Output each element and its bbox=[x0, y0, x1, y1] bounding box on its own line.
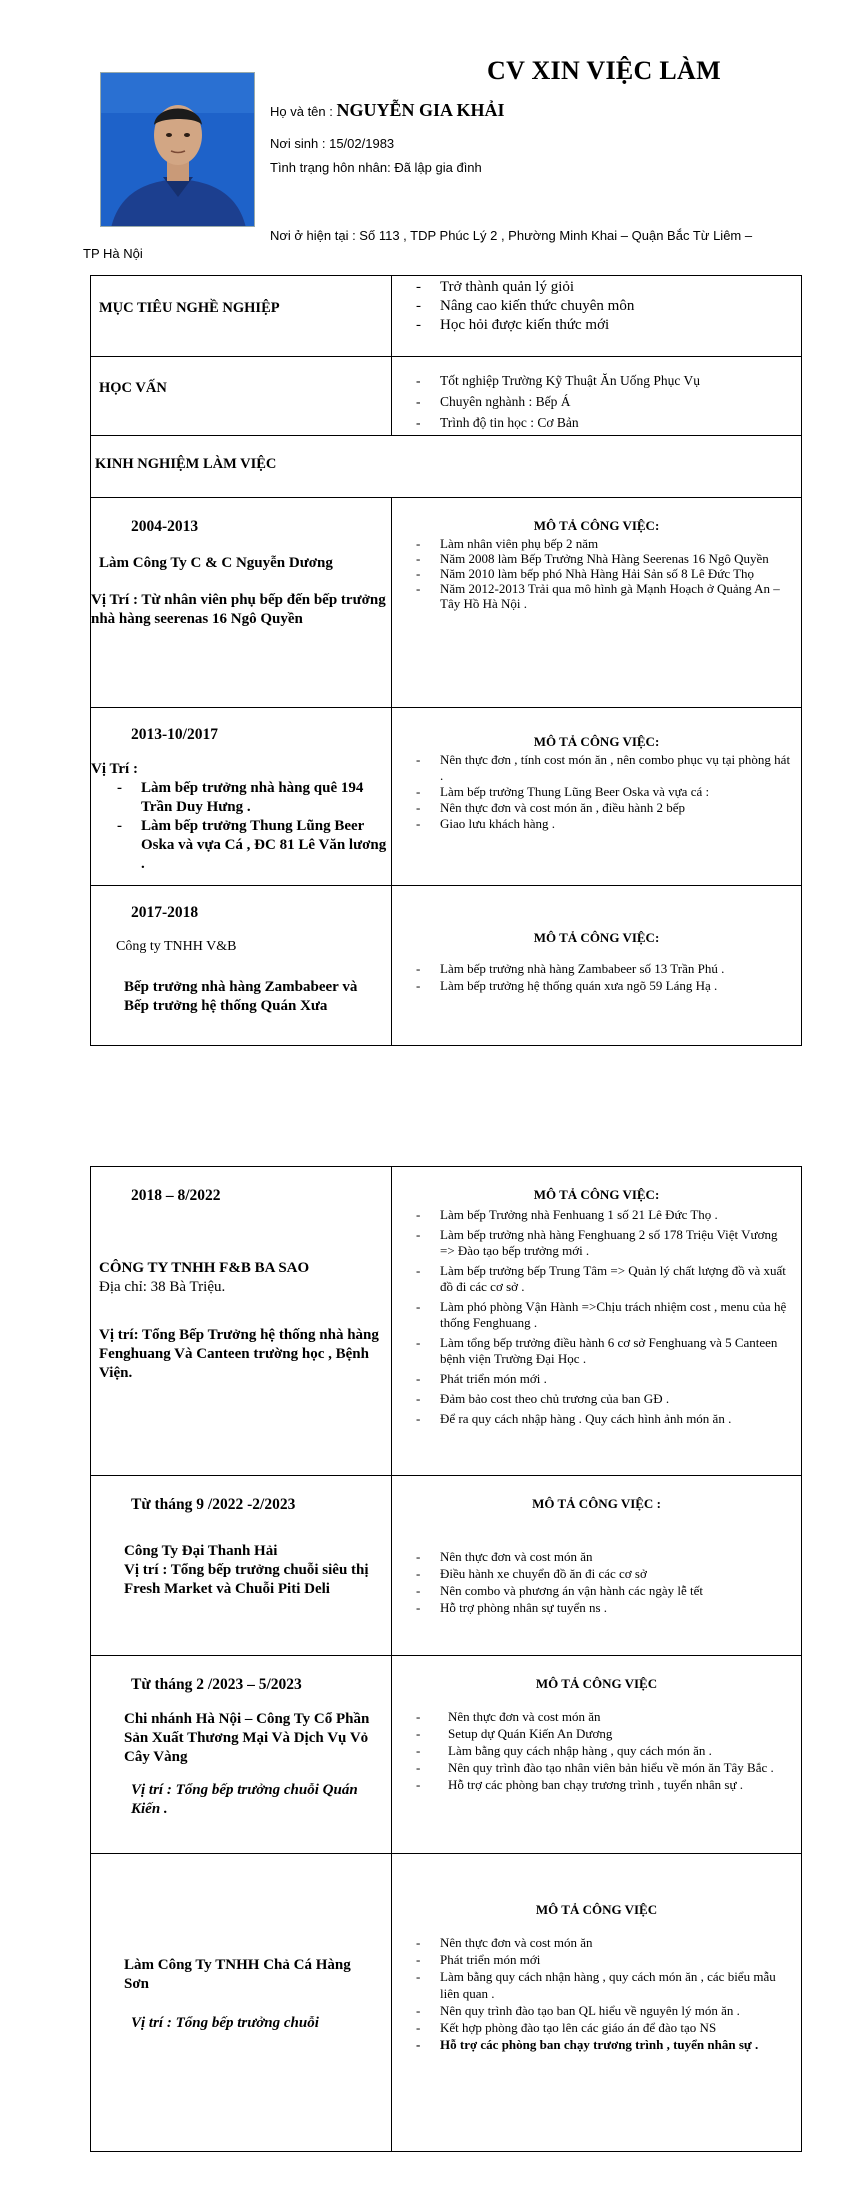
goals-cell bbox=[392, 278, 801, 335]
job-period: Từ tháng 9 /2022 -2/2023 bbox=[131, 1496, 296, 1513]
job-duties bbox=[392, 1708, 801, 1793]
job-left bbox=[91, 904, 389, 1016]
list-item: - Làm bếp trưởng Thung Lũng Beer Oska và vựa cá : bbox=[392, 784, 801, 800]
job-right bbox=[392, 1676, 801, 1793]
list-item: - Làm bếp trưởng nhà hàng quê 194 Trần Duy Hưng . bbox=[91, 779, 389, 817]
job-desc-title: MÔ TẢ CÔNG VIỆC bbox=[535, 1676, 658, 1691]
job-period: 2018 – 8/2022 bbox=[131, 1187, 221, 1204]
job-row bbox=[91, 707, 801, 885]
list-item: - Làm bằng quy cách nhận hàng , quy cách món ăn , các biểu mẫu liên quan . bbox=[392, 1968, 801, 2002]
job-duties bbox=[392, 960, 801, 994]
job-left bbox=[91, 726, 389, 874]
list-item: - Nên thực đơn , tính cost món ăn , nên combo phục vụ tại phòng hát . bbox=[392, 752, 801, 784]
list-item: - Hỗ trợ các phòng ban chạy trương trình , tuyển nhân sự . bbox=[392, 1776, 801, 1793]
profile-photo bbox=[100, 72, 255, 227]
goals-list bbox=[392, 278, 801, 335]
job-period: 2013-10/2017 bbox=[131, 726, 218, 743]
job-position: Vị trí : Tổng bếp trưởng chuỗi siêu thị Fresh Market và Chuỗi Piti Deli bbox=[124, 1562, 369, 1597]
job-duties bbox=[392, 1934, 801, 2053]
job-duties bbox=[392, 536, 801, 611]
job-position: Bếp trưởng nhà hàng Zambabeer và Bếp trưởng hệ thống Quán Xưa bbox=[124, 979, 358, 1014]
job-company: Công Ty Đại Thanh Hải bbox=[124, 1543, 278, 1559]
education-label: HỌC VẤN bbox=[99, 380, 167, 396]
job-position: Vị trí: Tổng Bếp Trưởng hệ thống nhà hàng Fenghuang Và Canteen trường học , Bệnh Viện. bbox=[99, 1327, 379, 1381]
list-item: - Năm 2010 làm bếp phó Nhà Hàng Hải Sản số 8 Lê Đức Thọ bbox=[392, 566, 801, 581]
list-item: - Nâng cao kiến thức chuyên môn bbox=[392, 297, 801, 316]
birth-place: Nơi sinh : 15/02/1983 bbox=[270, 136, 395, 151]
experience-header-row bbox=[91, 435, 801, 497]
job-right bbox=[392, 930, 801, 994]
list-item: - Tốt nghiệp Trường Kỹ Thuật Ăn Uống Phục Vụ bbox=[392, 370, 801, 391]
cv-title: CV XIN VIỆC LÀM bbox=[487, 56, 721, 85]
goals-row bbox=[91, 276, 801, 356]
job-company: Chi nhánh Hà Nội – Công Ty Cổ Phần Sản Xuất Thương Mại Và Dịch Vụ Vỏ Cây Vàng bbox=[124, 1711, 370, 1765]
list-item: - Trở thành quản lý giỏi bbox=[392, 278, 801, 297]
list-item: - Chuyên nghành : Bếp Á bbox=[392, 391, 801, 412]
job-position: Vị trí : Tổng bếp trưởng chuỗi Quán Kiến . bbox=[131, 1782, 358, 1817]
list-item: - Đảm bảo cost theo chủ trương của ban GĐ . bbox=[392, 1391, 801, 1407]
list-item: - Làm bếp trưởng nhà hàng Zambabeer số 13 Trần Phú . bbox=[392, 960, 801, 977]
job-row bbox=[91, 1655, 801, 1853]
job-company: Làm Công Ty C & C Nguyễn Dương bbox=[99, 555, 333, 571]
job-company: CÔNG TY TNHH F&B BA SAO bbox=[99, 1260, 310, 1276]
job-row bbox=[91, 1167, 801, 1475]
job-right bbox=[392, 734, 801, 832]
list-item: - Nên quy trình đào tạo nhân viên bản hiểu về món ăn Tây Bắc . bbox=[392, 1759, 801, 1776]
job-duties bbox=[392, 1548, 801, 1616]
marital-status: Tình trạng hôn nhân: Đã lập gia đình bbox=[270, 160, 482, 175]
job-positions bbox=[91, 779, 389, 874]
list-item: - Nên thực đơn và cost món ăn bbox=[392, 1934, 801, 1951]
job-duties bbox=[392, 752, 801, 832]
name-label: Họ và tên : bbox=[270, 104, 337, 119]
list-item: - Làm bếp trưởng nhà hàng Fenghuang 2 số 178 Triệu Việt Vương => Đào tạo bếp trưởng mới . bbox=[392, 1227, 801, 1259]
job-period: 2004-2013 bbox=[131, 518, 199, 535]
address-line-2: TP Hà Nội bbox=[83, 246, 143, 261]
job-row bbox=[91, 497, 801, 707]
cv-table-page-1 bbox=[90, 275, 802, 1046]
job-left bbox=[91, 1956, 389, 2033]
job-position: Vị Trí : Từ nhân viên phụ bếp đến bếp trưởng nhà hàng seerenas 16 Ngô Quyền bbox=[91, 592, 386, 627]
job-period: Từ tháng 2 /2023 – 5/2023 bbox=[131, 1676, 302, 1693]
job-desc-title: MÔ TẢ CÔNG VIỆC: bbox=[533, 1187, 660, 1202]
name-line bbox=[270, 100, 505, 121]
experience-label: KINH NGHIỆM LÀM VIỆC bbox=[95, 456, 277, 472]
job-left bbox=[91, 1187, 389, 1383]
list-item: - Học hỏi được kiến thức mới bbox=[392, 316, 801, 335]
list-item: - Làm phó phòng Vận Hành =>Chịu trách nhiệm cost , menu của hệ thống Fenghuang . bbox=[392, 1299, 801, 1331]
list-item: - Làm bằng quy cách nhập hàng , quy cách món ăn . bbox=[392, 1742, 801, 1759]
list-item: - Nên thực đơn và cost món ăn bbox=[392, 1708, 801, 1725]
job-desc-title: MÔ TẢ CÔNG VIỆC : bbox=[532, 1496, 661, 1511]
job-address: Địa chỉ: 38 Bà Triệu. bbox=[99, 1279, 226, 1295]
list-item: - Trình độ tin học : Cơ Bản bbox=[392, 412, 801, 433]
job-row bbox=[91, 1475, 801, 1655]
job-desc-title: MÔ TẢ CÔNG VIỆC: bbox=[533, 734, 660, 749]
job-duties bbox=[392, 1207, 801, 1427]
list-item: - Kết hợp phòng đào tạo lên các giáo án để đào tạo NS bbox=[392, 2019, 801, 2036]
job-left bbox=[91, 518, 389, 629]
job-left bbox=[91, 1496, 389, 1599]
job-desc-title: MÔ TẢ CÔNG VIỆC bbox=[535, 1902, 658, 1917]
list-item: - Nên thực đơn và cost món ăn , điều hành 2 bếp bbox=[392, 800, 801, 816]
list-item: - Năm 2012-2013 Trải qua mô hình gà Mạnh Hoạch ở Quảng An – Tây Hồ Hà Nội . bbox=[392, 581, 801, 611]
list-item: - Làm nhân viên phụ bếp 2 năm bbox=[392, 536, 801, 551]
education-cell bbox=[392, 370, 801, 433]
address-line-1: Nơi ở hiện tại : Số 113 , TDP Phúc Lý 2 , Phường Minh Khai – Quận Bắc Từ Liêm – bbox=[270, 228, 753, 243]
list-item: - Giao lưu khách hàng . bbox=[392, 816, 801, 832]
job-right bbox=[392, 1496, 801, 1616]
job-left bbox=[91, 1676, 389, 1819]
job-position: Vị trí : Tổng bếp trưởng chuỗi bbox=[131, 2015, 319, 2031]
list-item: - Hỗ trợ phòng nhân sự tuyển ns . bbox=[392, 1599, 801, 1616]
job-desc-title: MÔ TẢ CÔNG VIỆC: bbox=[533, 930, 660, 945]
list-item: - Làm tổng bếp trưởng điều hành 6 cơ sở Fenghuang và 5 Canteen bệnh viện Trường Đại Học . bbox=[392, 1335, 801, 1367]
education-list bbox=[392, 370, 801, 433]
list-item: - Phát triển món mới . bbox=[392, 1371, 801, 1387]
list-item: - Năm 2008 làm Bếp Trưởng Nhà Hàng Seerenas 16 Ngô Quyền bbox=[392, 551, 801, 566]
list-item: - Điều hành xe chuyển đồ ăn đi các cơ sở bbox=[392, 1565, 801, 1582]
list-item: - Hỗ trợ các phòng ban chạy trương trình , tuyển nhân sự . bbox=[392, 2036, 801, 2053]
list-item: - Làm bếp trưởng bếp Trung Tâm => Quản lý chất lượng đồ và xuất đồ đi các cơ sở . bbox=[392, 1263, 801, 1295]
job-company: Làm Công Ty TNHH Chả Cá Hàng Sơn bbox=[124, 1957, 351, 1992]
cv-table-page-2 bbox=[90, 1166, 802, 2152]
job-right bbox=[392, 1902, 801, 2053]
education-row bbox=[91, 356, 801, 435]
list-item: - Nên thực đơn và cost món ăn bbox=[392, 1548, 801, 1565]
job-right bbox=[392, 518, 801, 611]
list-item: - Setup dự Quán Kiến An Dương bbox=[392, 1725, 801, 1742]
list-item: - Làm bếp trưởng hệ thống quán xưa ngõ 59 Láng Hạ . bbox=[392, 977, 801, 994]
list-item: - Làm bếp trưởng Thung Lũng Beer Oska và vựa Cá , ĐC 81 Lê Văn lương . bbox=[91, 817, 389, 874]
job-position-label: Vị Trí : bbox=[91, 761, 138, 777]
job-row bbox=[91, 1853, 801, 2151]
list-item: - Nên quy trình đào tạo ban QL hiểu về nguyên lý món ăn . bbox=[392, 2002, 801, 2019]
job-desc-title: MÔ TẢ CÔNG VIỆC: bbox=[533, 518, 660, 533]
list-item: - Để ra quy cách nhập hàng . Quy cách hình ảnh món ăn . bbox=[392, 1411, 801, 1427]
job-right bbox=[392, 1187, 801, 1427]
job-period: 2017-2018 bbox=[131, 904, 199, 921]
full-name: NGUYỄN GIA KHẢI bbox=[336, 100, 505, 120]
job-company: Công ty TNHH V&B bbox=[116, 939, 237, 954]
job-row bbox=[91, 885, 801, 1045]
goals-label: MỤC TIÊU NGHỀ NGHIỆP bbox=[99, 300, 280, 316]
person-photo-icon bbox=[101, 73, 255, 227]
list-item: - Phát triển món mới bbox=[392, 1951, 801, 1968]
list-item: - Nên combo và phương án vận hành các ngày lễ tết bbox=[392, 1582, 801, 1599]
list-item: - Làm bếp Trưởng nhà Fenhuang 1 số 21 Lê Đức Thọ . bbox=[392, 1207, 801, 1223]
